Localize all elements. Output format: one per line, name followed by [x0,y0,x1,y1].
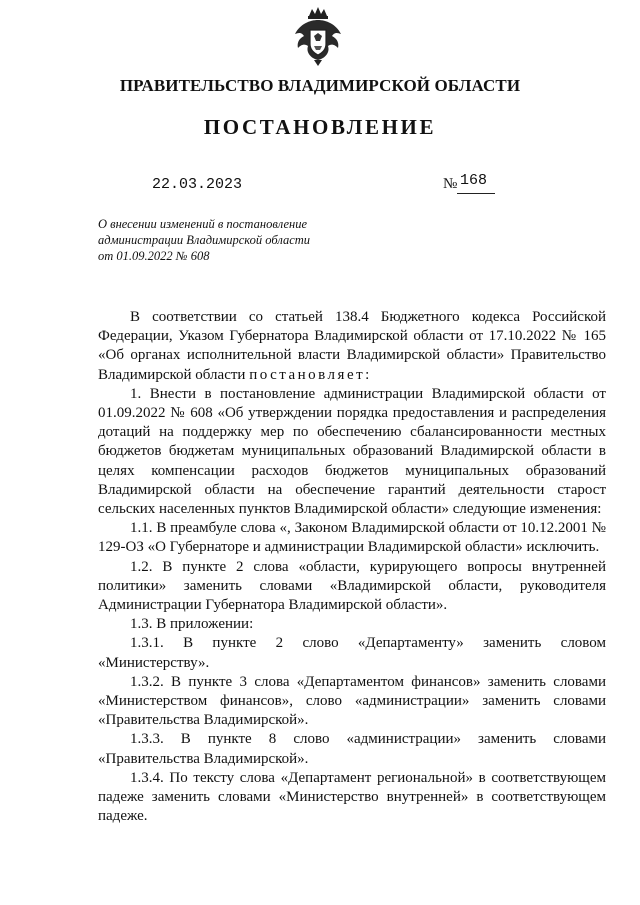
clause-1: 1. Внести в постановление администрации Владимирской области от 01.09.2022 № 608 «Об утверждении порядка предоставления и распределения дотаций на поддержку мер по обеспечению сбалансированности местных бюджетов бюджетам муниципальных образований Владимирской области в целях компенсации расходов бюджетов муниципальных образований Владимирской области на обеспечение гарантий деятельности старост сельских населенных пунктов Владимирской области» следующие изменения: [98,385,606,518]
number-sign: № [443,176,458,192]
document-date: 22.03.2023 [152,176,243,193]
document-body [98,308,606,826]
clause-1-3-2: 1.3.2. В пункте 3 слова «Департаментом финансов» заменить словами «Министерством финансов», слово «администрации» заменить словами «Правительства Владимирской». [98,673,606,729]
subject-line: администрации Владимирской области [98,233,311,247]
subject-line: от 01.09.2022 № 608 [98,249,210,263]
clause-1-2: 1.2. В пункте 2 слова «области, курирующего вопросы внутренней политики» заменить словами «Владимирской области, руководителя Администрации Губернатора Владимирской области». [98,558,606,614]
clause-1-3-3: 1.3.3. В пункте 8 слово «администрации» заменить словами «Правительства Владимирской». [98,731,606,767]
document-type-title: ПОСТАНОВЛЕНИЕ [203,115,437,139]
clause-1-1: 1.1. В преамбуле слова «, Законом Владимирской области от 10.12.2001 № 129-ОЗ «О Губернаторе и администрации Владимирской области» исключить. [98,520,606,556]
preamble-paragraph [98,308,606,385]
clause-1-3-1: 1.3.1. В пункте 2 слово «Департаменту» заменить словом «Министерству». [98,635,606,671]
number-underline [457,193,495,194]
coat-of-arms-icon [292,6,344,68]
subject-line: О внесении изменений в постановление [98,217,308,231]
organization-title: ПРАВИТЕЛЬСТВО ВЛАДИМИРСКОЙ ОБЛАСТИ [119,76,521,95]
document-subject [98,216,358,264]
preamble-verb: постановляет: [249,366,372,383]
clause-1-3: 1.3. В приложении: [130,616,254,633]
preamble-text: В соответствии со статьей 138.4 Бюджетного кодекса Российской Федерации, Указом Губернатора Владимирской области от 17.10.2022 № 165 «Об органах исполнительной власти Владимирской области» Правительство Владимирской области [98,309,606,383]
clause-1-3-4: 1.3.4. По тексту слова «Департамент региональной» в соответствующем падеже заменить словами «Министерство внутренней» в соответствующем падеже. [98,769,606,825]
document-number: 168 [460,172,488,189]
